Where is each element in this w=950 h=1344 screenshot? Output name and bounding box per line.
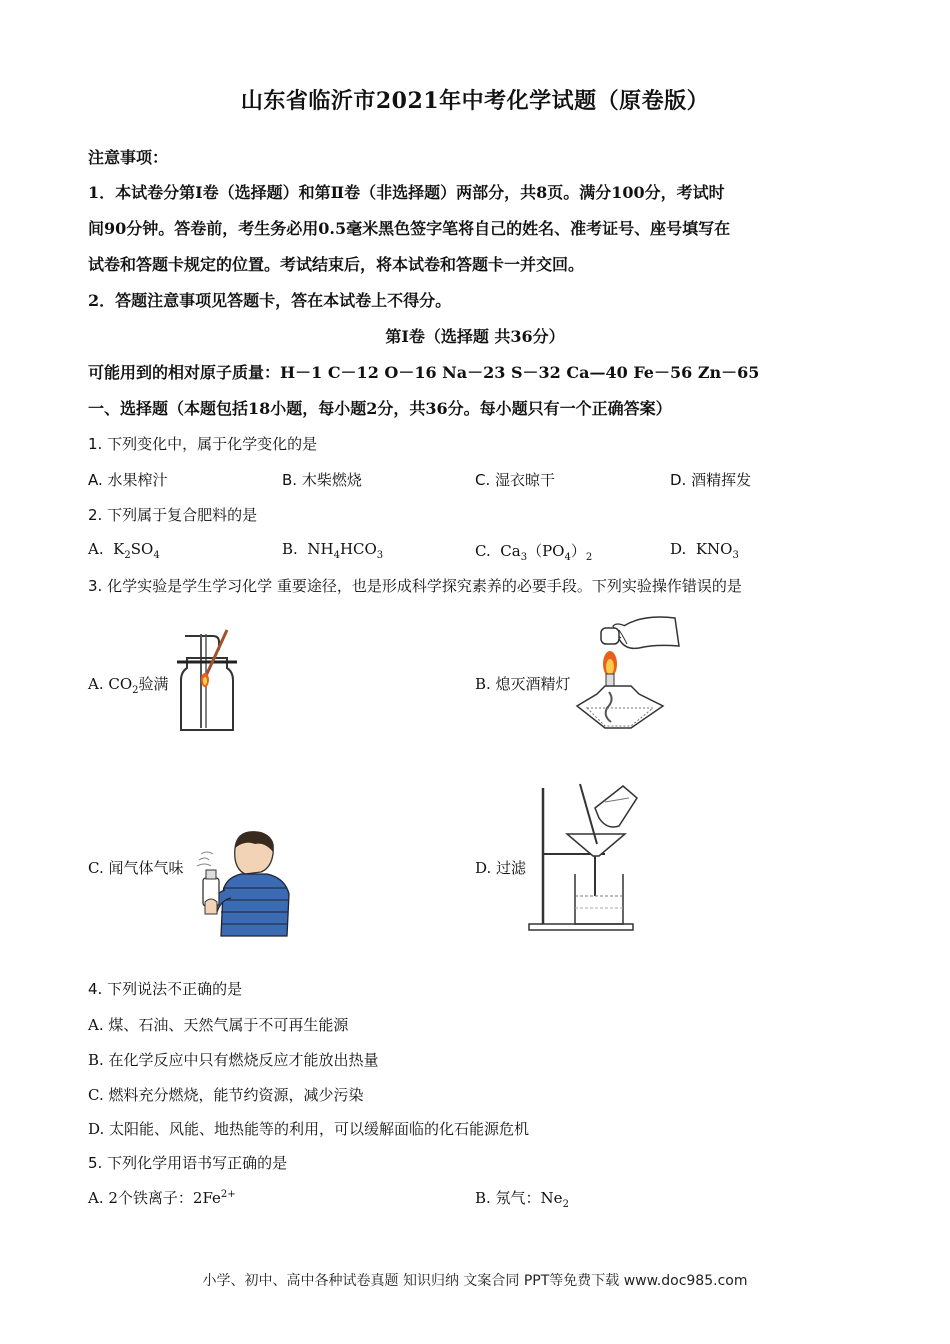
q2-option-d: D. $KNO_3$ [670,540,739,561]
q4-option-c: C. 燃料充分燃烧，能节约资源，减少污染 [88,1086,364,1104]
part1-title: 第Ⅰ卷（选择题 共36分） [385,327,565,346]
q2-option-a: A. $K_2SO_4$ [88,540,160,561]
filtration-apparatus-icon [525,778,640,933]
q4-option-b: B. 在化学反应中只有燃烧反应才能放出热量 [88,1051,379,1069]
gas-bottle-burning-splint-icon [175,628,245,733]
footer-banner: 小学、初中、高中各种试卷真题 知识归纳 文案合同 PPT等免费下载 www.doc985.com [202,1273,748,1289]
notice-item2: 2．答题注意事项见答题卡，答在本试卷上不得分。 [88,291,452,310]
q5-option-a: A. 2个铁离子：$2Fe^{2+}$ [88,1189,236,1207]
q3-option-a: A. $CO_2$验满 [88,675,169,696]
q3-option-d: D. 过滤 [475,859,527,877]
q5-option-b: B. 氖气：$Ne_2$ [475,1189,569,1210]
q1-option-c: C. 湿衣晾干 [475,471,556,489]
q2-option-b: B. $NH_4HCO_3$ [282,540,384,561]
q3-stem: 3. 化学实验是学生学习化学 重要途径，也是形成科学探究素养的必要手段。下列实验操作错误的是 [88,577,742,595]
notice-heading: 注意事项： [88,148,169,167]
q1-option-a: A. 水果榨汁 [88,471,168,489]
q4-option-a: A. 煤、石油、天然气属于不可再生能源 [88,1016,349,1034]
q3-option-c: C. 闻气体气味 [88,859,184,877]
q1-option-d: D. 酒精挥发 [670,471,752,489]
atomic-masses: 可能用到的相对原子质量：H－1 C－12 O－16 Na－23 S－32 Ca—40 Fe－56 Zn－65 [88,363,760,382]
notice-item1-line2: 间90分钟。答卷前，考生务必用0.5毫米黑色签字笔将自己的姓名、准考证号、座号填写在 [88,219,731,238]
q4-stem: 4. 下列说法不正确的是 [88,980,243,998]
notice-item1-line1: 1．本试卷分第Ⅰ卷（选择题）和第Ⅱ卷（非选择题）两部分，共8页。满分100分，考试时 [88,183,725,202]
q4-option-d: D. 太阳能、风能、地热能等的利用，可以缓解面临的化石能源危机 [88,1120,530,1138]
q3-option-b: B. 熄灭酒精灯 [475,675,571,693]
page-title: 山东省临沂市2021年中考化学试题（原卷版） [240,88,710,114]
q5-stem: 5. 下列化学用语书写正确的是 [88,1154,288,1172]
q2-option-c: C. $Ca_3(PO_4)_2$ [475,542,593,563]
q1-stem: 1. 下列变化中，属于化学变化的是 [88,435,318,453]
boy-smelling-gas-icon [195,828,295,940]
alcohol-lamp-cap-icon [575,608,685,730]
section1-title: 一、选择题（本题包括18小题，每小题2分，共36分。每小题只有一个正确答案） [88,399,672,418]
q1-option-b: B. 木柴燃烧 [282,471,362,489]
q2-stem: 2. 下列属于复合肥料的是 [88,506,258,524]
notice-item1-line3: 试卷和答题卡规定的位置。考试结束后，将本试卷和答题卡一并交回。 [88,255,585,274]
